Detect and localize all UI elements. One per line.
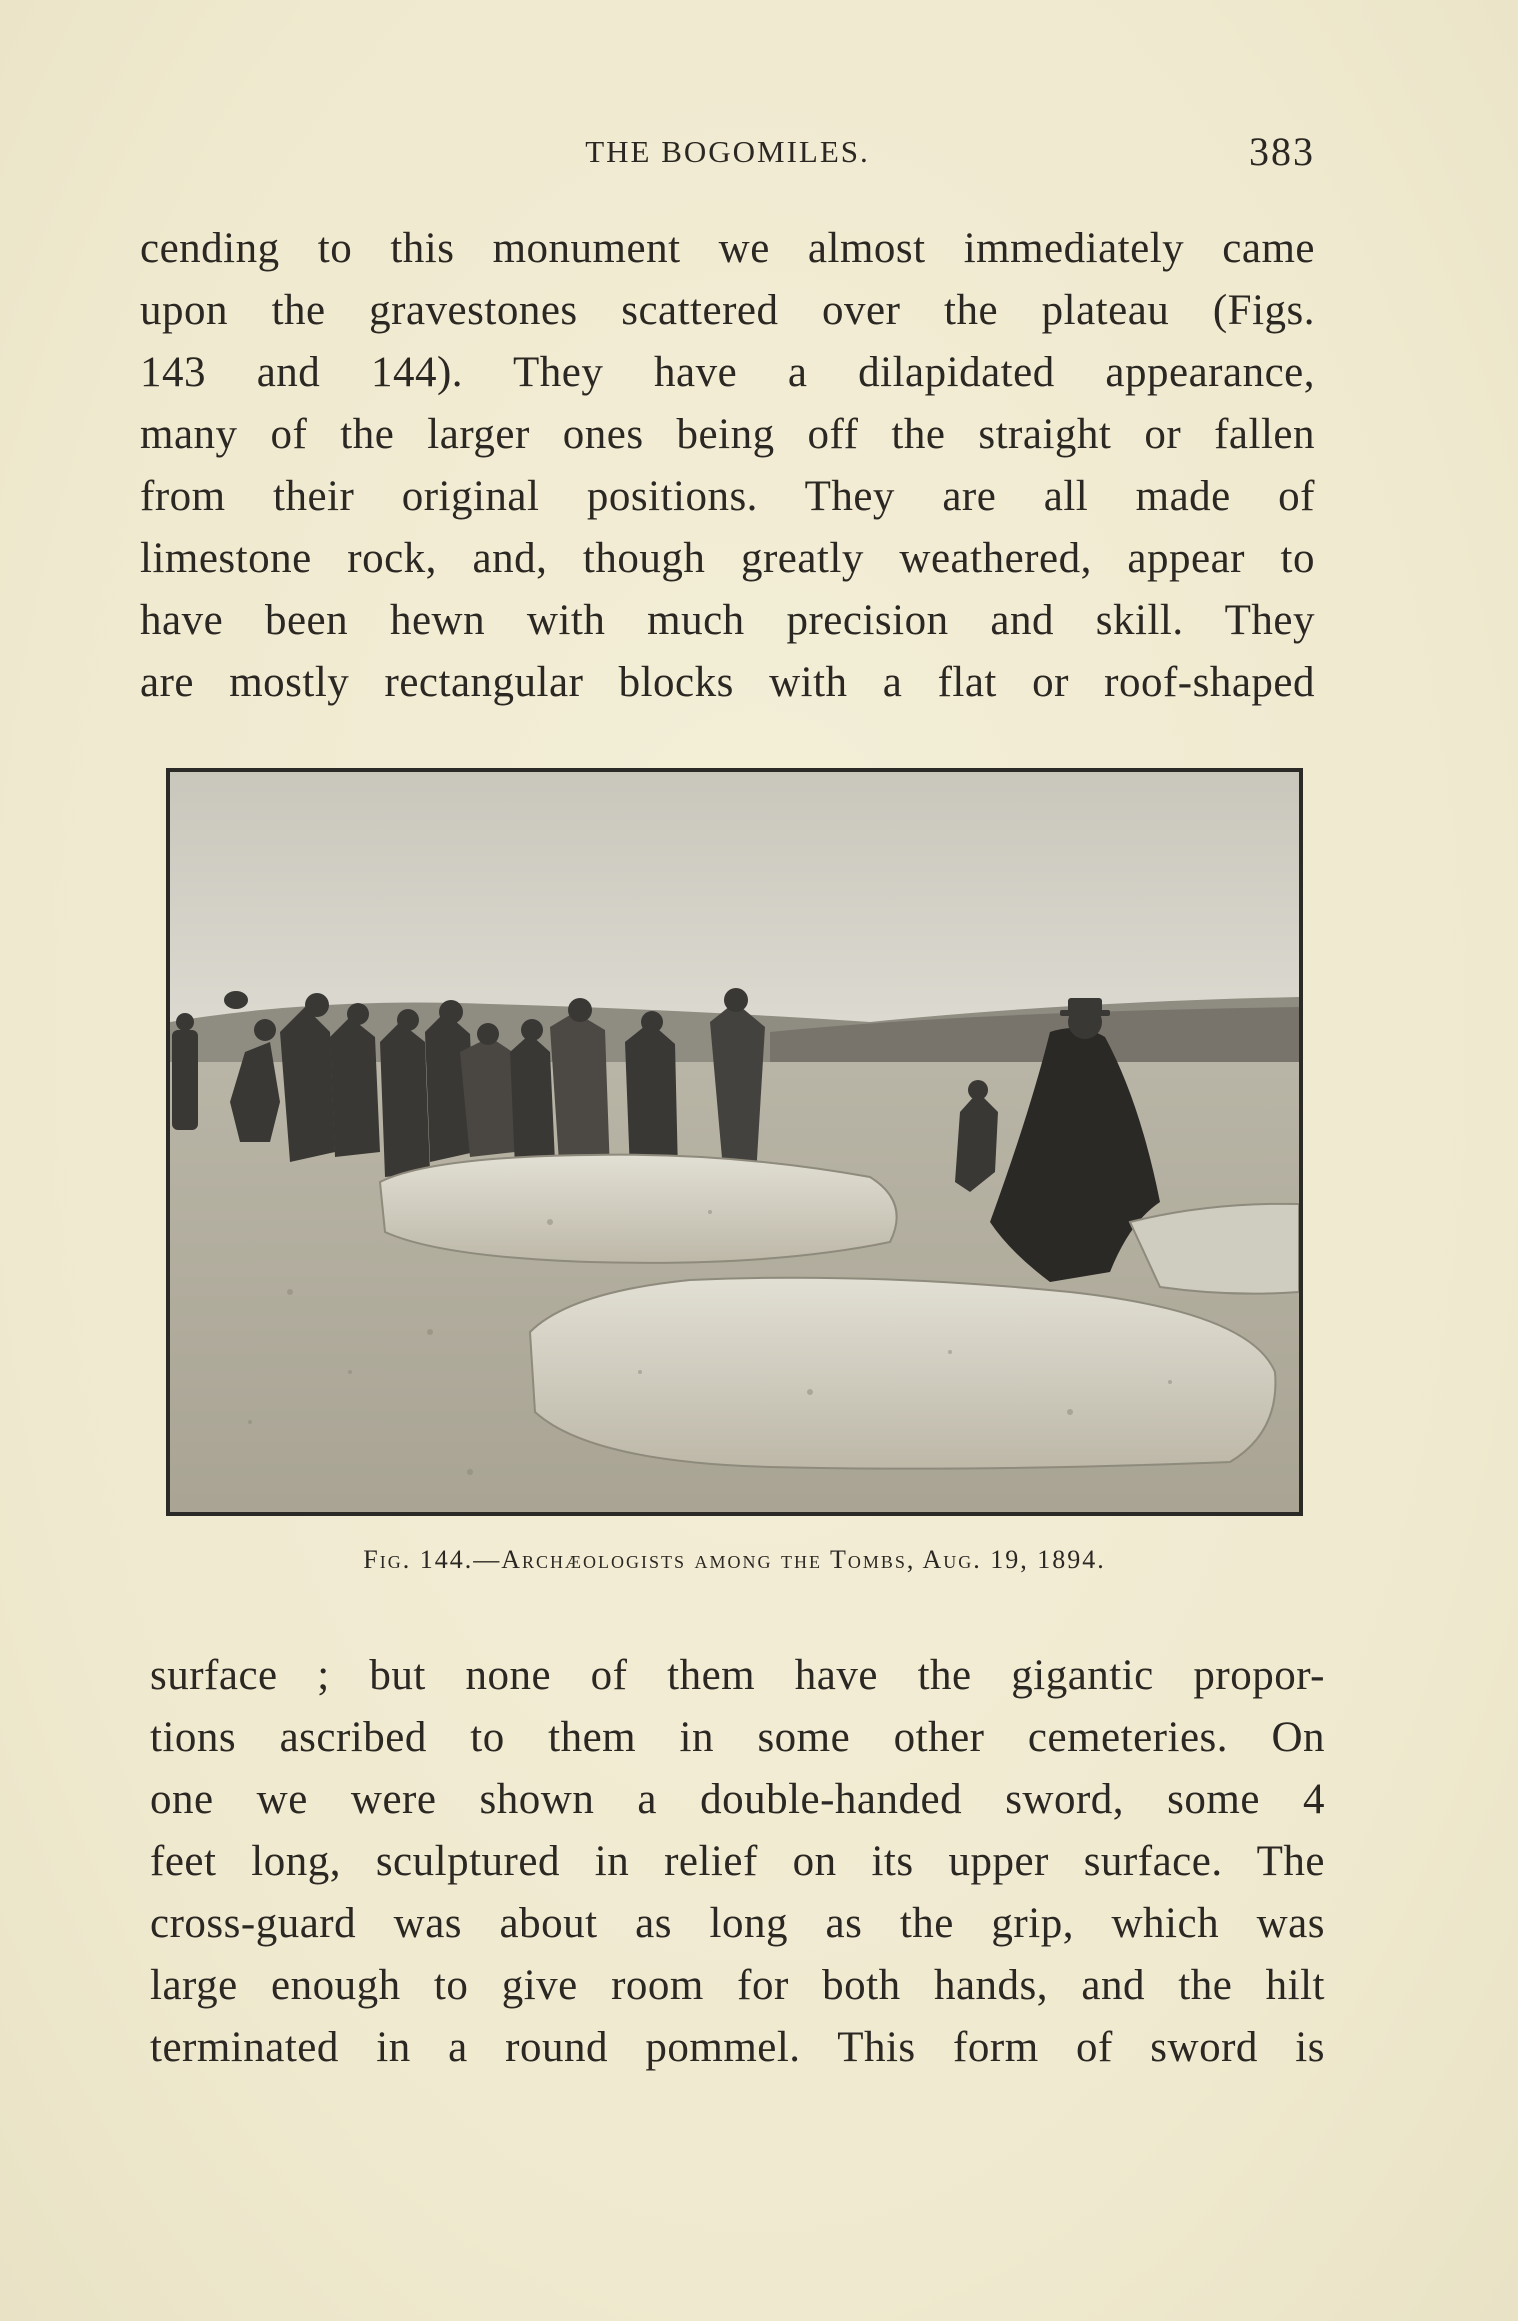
text-line: tions ascribed to them in some other cemeteries. On [150, 1714, 1325, 1761]
figure-photograph [166, 768, 1303, 1516]
text-line: one we were shown a double-handed sword, some 4 [150, 1776, 1325, 1823]
text-line: large enough to give room for both hands, and the hilt [150, 1962, 1325, 2009]
running-head [140, 128, 1315, 176]
figure-caption: Fig. 144.—Archæologists among the Tombs, Aug. 19, 1894. [363, 1545, 1106, 1574]
text-line: feet long, sculptured in relief on its upper surface. The [150, 1838, 1325, 1885]
text-line: 143 and 144). They have a dilapidated appearance, [140, 349, 1315, 396]
text-line: cending to this monument we almost immediately came [140, 225, 1315, 272]
text-line: limestone rock, and, though greatly weathered, appear to [140, 535, 1315, 582]
page-number: 383 [1249, 129, 1315, 174]
text-line: terminated in a round pommel. This form of sword is [150, 2024, 1325, 2071]
sky [170, 772, 1299, 1022]
photograph-archaeologists-among-tombs [170, 772, 1299, 1512]
text-line: surface ; but none of them have the gigantic propor- [150, 1652, 1325, 1699]
body-text-top [140, 218, 1315, 714]
running-title: THE BOGOMILES. [585, 134, 870, 169]
text-line: are mostly rectangular blocks with a flat or roof-shaped [140, 659, 1315, 706]
text-line: from their original positions. They are all made of [140, 473, 1315, 520]
text-line: have been hewn with much precision and skill. They [140, 597, 1315, 644]
text-line: many of the larger ones being off the straight or fallen [140, 411, 1315, 458]
tombstone-middle [380, 1155, 897, 1263]
text-line: cross-guard was about as long as the grip, which was [150, 1900, 1325, 1947]
body-text-bottom [150, 1645, 1325, 2079]
text-line: upon the gravestones scattered over the plateau (Figs. [140, 287, 1315, 334]
